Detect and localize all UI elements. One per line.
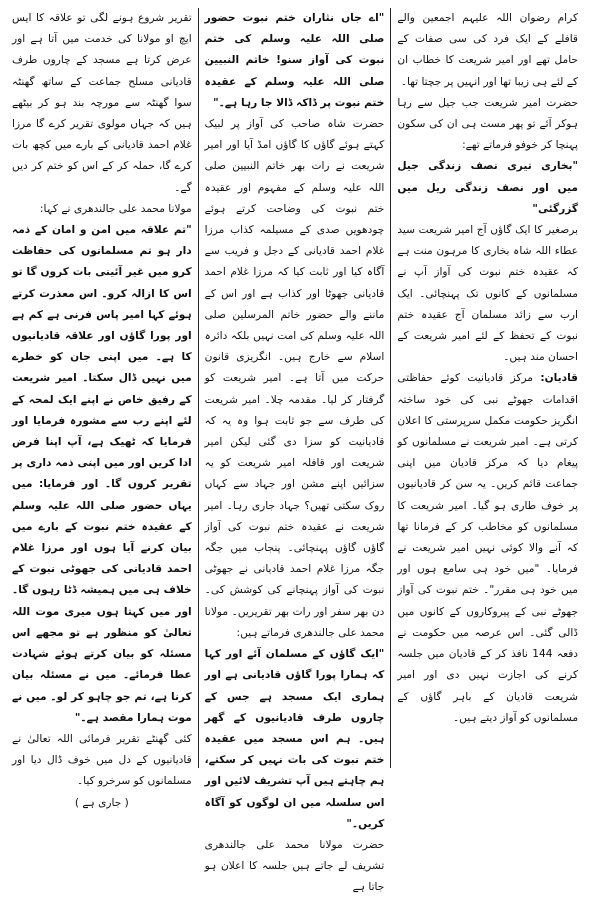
paragraph: مولانا محمد علی جالندھری نے کہا: [39, 202, 192, 215]
paragraph: حضرت امیر شریعت جب جیل سے رہا ہوکر آئے تو پھر مست ہی ان کی سکون پہنچا کر خوفو فرماتے تھے: [397, 96, 578, 152]
paragraph: برصغیر کا ایک گاؤں آج امیر شریعت سید عطاء اللہ شاہ بخاری کا مرہون منت ہے کہ عقیدہ ختم نبوت کی آواز آپ نے مسلمانوں کے کانوں تک پہنچائی۔ ایک ارب سے زائد مسلمان آج عقیدہ ختم نبوت کے تحفظ کے لئے امیر شریعت کے احسان مند ہیں۔ [397, 224, 578, 364]
quotation: "اے جاں نثاران ختم نبوت حضور صلی اللہ علیہ وسلم کی ختم نبوت کی آواز سنو! خاتم النبیین صلی اللہ علیہ وسلم کے عقیدہ ختم نبوت پر ڈاکہ ڈالا جا رہا ہے۔" [204, 12, 385, 109]
paragraph: کئی گھنٹے تقریر فرمائی اللہ تعالیٰ نے قادیانیوں کے دل میں خوف ڈال دیا اور مسلمانوں کو سرخرو کیا۔ [12, 732, 192, 788]
article-column-left [6, 8, 199, 809]
paragraph: حضرت شاہ صاحب کی آواز پر لبیک کہتے ہوئے گاؤں کا گاؤں امڈ آیا اور امیر شریعت نے رات بھر خاتم النبیین صلی اللہ علیہ وسلم کے مفہوم اور عقیدہ ختم نبوت کی وضاحت کرتے ہوئے چودھویں صدی کے مسیلمہ کذاب مرزا غلام احمد قادیانی کے دجل و فریب سے آگاہ کیا اور ثابت کیا کہ مرزا غلام احمد قادیانی جھوٹا اور کذاب ہے اور اس کے ماننے والے حضور خاتم المرسلین صلی اللہ علیہ وسلم کی امت نہیں بلکہ دائرہ اسلام سے خارج ہیں۔ انگریزی قانون حرکت میں آتا ہے۔ امیر شریعت کو گرفتار کر لیا۔ مقدمہ چلا۔ امیر شریعت کی طرف سے جو ثابت ہوا وہ یہ کہ قادیانیت کو سزا دی گئی لیکن امیر شریعت اور قافلہ امیر شریعت کو یہ سزائیں اپنے مشن اور جہاد سے کہاں روک سکتی تھیں؟ جہاد جاری رہا۔ امیر شریعت نے عقیدہ ختم نبوت کی آواز گاؤں گاؤں پہنچائی۔ پنجاب میں جگہ جگہ مرزا غلام احمد قادیانی نے جھوٹی نبوت کی آواز پہنچانے کی کوشش کی۔ دن بھر سفر اور رات بھر تقریریں۔ مولانا محمد علی جالندھری فرماتے ہیں: [204, 118, 385, 639]
continued-label: ( جاری ہے ) [74, 796, 129, 809]
paragraph: کرام رضوان اللہ علیہم اجمعین والے قافلے کے ایک فرد کی سی صفات کے حامل تھے اور امیر شریعت کا خطاب ان کے لئے ہی زیبا تھا اور انہیں پر جچتا تھا۔ [397, 12, 578, 88]
article-column-middle [199, 8, 392, 894]
section-heading: قادیان: [540, 372, 578, 385]
quotation: "تم علاقہ میں امن و امان کے ذمہ دار ہو تم مسلمانوں کی حفاظت کرو میں غیر آئینی بات کروں گا تو اس کا ازالہ کرو۔ اس معذرت کرتے ہوئے کہا امیر پاس فرنی ہے کم ہے اور پورا گاؤں اور علاقہ قادیانیوں کا ہے۔ میں اپنی جان کو خطرے میں نہیں ڈال سکتا۔ امیر شریعت کے رفیق خاص نے اپنے ایک لمحہ کے لئے اپنے رب سے مشورہ فرمایا اور فرمایا کہ ٹھیک ہے، آپ اپنا فرض ادا کریں اور میں اپنی ذمہ داری پر تقریر کروں گا۔ اور فرمایا: میں یہاں حضور صلی اللہ علیہ وسلم کے عقیدہ ختم نبوت کے بارے میں بیان کرنے آیا ہوں اور مرزا غلام احمد قادیانی کی جھوٹی نبوت کے خلاف ہی میں ہمیشہ ڈٹا رہوں گا۔ اور میں کہتا ہوں میری موت اللہ تعالیٰ کو منظور ہے تو مجھے اس مسئلہ کو بیان کرتے ہوئے شہادت عطا فرمائے۔ میں نے مسئلہ بیان کرنا ہے، تم جو چاہو کر لو۔ میں نے موت ہمارا مقصد ہے۔" [12, 224, 192, 724]
paragraph: حضرت مولانا محمد علی جالندھری تشریف لے جاتے ہیں جلسہ کا اعلان ہو جاتا ہے [204, 838, 385, 894]
paragraph: تقریر شروع ہونے لگی تو علاقہ کا ایس ایچ او مولانا کی خدمت میں آتا ہے اور عرض کرتا ہے مسجد کے چاروں طرف قادیانی مسلح جماعت کے ساتھ گھنٹہ سوا گھنٹہ سے مورچہ بند ہو کر بیٹھے ہیں کہ جہاں مولوی تقریر کرے گا مرزا غلام احمد قادیانی کے بارے میں کچھ بات کرے گا، حملہ کر کے اس کو ختم کر دیں گے۔ [12, 12, 192, 194]
article-column-right [391, 8, 584, 768]
paragraph: مرکز قادیانیت کوئے حفاظتی اقدامات جھوٹے نبی کی خود ساختہ انگریز حکومت مکمل سرپرستی کا اعلان کرتی ہے۔ امیر شریعت نے مسلمانوں کو پیغام دیا کہ مرکز قادیان میں اپنی جماعت قائم کریں۔ یہ سن کر قادیانیوں پر خوف طاری ہو گیا۔ امیر شریعت کا مسلمانوں کو مخاطب کر کے فرمانا تھا کہ آنے والا کوئی نہیں امیر شریعت نے فرمایا۔ "میں خود ہی سامع ہوں اور میں خود ہی مقرر"۔ ختم نبوت کی آواز جھوٹے نبی کے پیروکاروں کے کانوں میں ڈالی گئی۔ اس عرصہ میں حکومت نے دفعہ 144 نافذ کر کے قادیان میں جلسہ کرنے کی اجازت نہیں دی اور امیر شریعت قادیان کے باہر گاؤں کے مسلمانوں کو آواز دیتے ہیں۔ [397, 372, 578, 724]
quotation: "ایک گاؤں کے مسلمان آئے اور کہا کہ ہمارا پورا گاؤں قادیانی ہے اور ہماری ایک مسجد ہے جس کے چاروں طرف قادیانیوں کے گھر ہیں۔ ہم اس مسجد میں عقیدہ ختم نبوت کی بات نہیں کر سکتے، ہم چاہتے ہیں آپ تشریف لائیں اور اس سلسلہ میں ان لوگوں کو آگاہ کریں۔" [204, 648, 385, 830]
quotation: "بخاری تیری نصف زندگی جیل میں اور نصف زندگی ریل میں گزرگئی" [397, 160, 578, 215]
